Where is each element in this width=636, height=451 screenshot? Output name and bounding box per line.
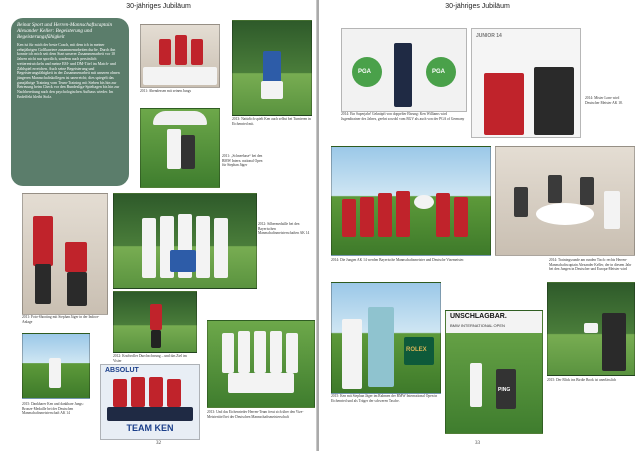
ping-sign: PING [498, 387, 511, 393]
caption-schneehase: 2011: „Schneehase“ bei den BMW Intern. national Open für Stephan Jäger [222, 154, 263, 168]
caption-golfer: 2013: Natürlich spielt Ken auch selbst bei Turnieren in Eichenried mit. [232, 117, 311, 126]
photo-golfer-green [232, 20, 312, 116]
caption-pga: 2014: Ein Superjahr! Geknüpft von doppelter Ehrung: Ken Williams wird Jugendtrainer des Jahres, geehrt sowohl vom BGV als auch von der PGA of Germany [341, 112, 465, 121]
team-ken-sign: TEAM KEN [126, 423, 174, 433]
photo-birdie-book [547, 282, 635, 376]
caption-bag: 2015: Ken mit Stephan Jäger im Rahmen der BMW International Open in Eichenried und als Träger der schweren Tasche. [331, 394, 438, 403]
caption-bronze: 2015: Dankbarer Ken und dankbare Jungs: Bronze-Medaille bei der Deutschen Mannschaftsmeisterschaft AK 14 [22, 402, 84, 416]
page-number-right: 33 [475, 441, 480, 446]
caption-swing: 2012: Kraftvoller Durchschwung – und das Ziel im Visier [113, 354, 187, 363]
pga-right-text: PGA [432, 69, 446, 75]
intro-body: Ken ist für mich der beste Coach, mit dem ich in meiner zehnjährigen Golfkarriere zusammenarbeiten durfte. Durch ihn konnte ich mich seit dem Start unserer Zusammenarbeit vor 10 Jahren nicht nur sportlich, sondern auch persönlich weiterentwickeln und meine EM- und DM-Titel im Match- und Zählspiel erreichen. Auch seine Begeisterung und Begeisterungsfähigkeit in der Zusammenarbeit mit unseren ohnen jüngeren Mannschaftskollegen ist unerreicht; dies spiegelt das ganzjährige Training vom Team-Training mit Sieben bis hin zur Betreuung beim Check vor den Bundesliga-Spieltagen bis hin zur Nachbereitung nach den psychologischen Aufbaus wieder. Im Endeffekt bleibt Stolz. [17, 43, 120, 99]
header-right: 30-jähriges Jubiläum [445, 3, 510, 10]
header-left: 30-jähriges Jubiläum [126, 3, 191, 10]
photo-umbrella [140, 108, 220, 188]
page-right [319, 0, 636, 451]
intro-box [11, 18, 129, 186]
photo-unschlagbar [445, 310, 543, 434]
photo-pga-award [341, 28, 467, 112]
photo-round-table [495, 146, 635, 256]
junior-sign: JUNIOR 14 [476, 33, 502, 39]
pga-left-text: PGA [358, 69, 372, 75]
photo-jungen-ak14 [331, 146, 491, 256]
page-number-left: 32 [156, 441, 161, 446]
caption-vize: 2013: Und das Eichenrieder Herren-Team freut sich über den Vize-Meistertitel bei der Deutschen Mannschaftsmeisterschaft [207, 410, 304, 419]
caption-dinner: 2011: Abendessen mit seinen Jungs [140, 89, 191, 93]
caption-birdie: 2015: Der Blick ins Birdie Book ist unerlässlich [547, 378, 617, 382]
bmw-sign: BMW INTERNATIONAL OPEN [450, 323, 505, 328]
caption-jungen: 2014: Die Jungen AK 14 werden Bayerische Mannschaftsmeister und Deutsche Vizemeister. [331, 258, 465, 262]
photo-team-ken [100, 364, 200, 440]
intro-title: Beinat Sport und Herren-Mannschaftscaptain Alexander Keller: Begeisterung und Begeisterungsfähigkeit [17, 22, 113, 40]
photo-dinner [140, 24, 220, 88]
photo-team-silver [113, 193, 257, 289]
absolut-sign: ABSOLUT [105, 367, 139, 374]
caption-shooting: 2011: Foto-Shooting mit Stephan Jäger in der Indoor-Anlage [22, 315, 100, 324]
photo-vize-team [207, 320, 315, 408]
rolex-sign: ROLEX [406, 347, 427, 353]
caption-table: 2014: Trainingsrunde am runden Tisch: rechts Herren-Mannschaftscaptain Alexander Keller, der in diesem Jahr bei den Jungen in Deutscher und Europa-Meister wird [549, 258, 632, 272]
caption-silver: 2012: Silbermedaille bei den Bayerischen Mannschaftsmeisterschaften AK 14 [258, 222, 310, 236]
photo-swing [113, 291, 197, 353]
page-left [0, 0, 317, 451]
photo-ken-green [22, 333, 90, 399]
unschlagbar-sign: UNSCHLAGBAR. [450, 313, 507, 320]
photo-lone [471, 28, 581, 138]
photo-bag [331, 282, 441, 394]
caption-lone: 2014: Mister Lone wird Deutscher Meister AK 18. [585, 96, 623, 105]
photo-shooting [22, 193, 108, 315]
